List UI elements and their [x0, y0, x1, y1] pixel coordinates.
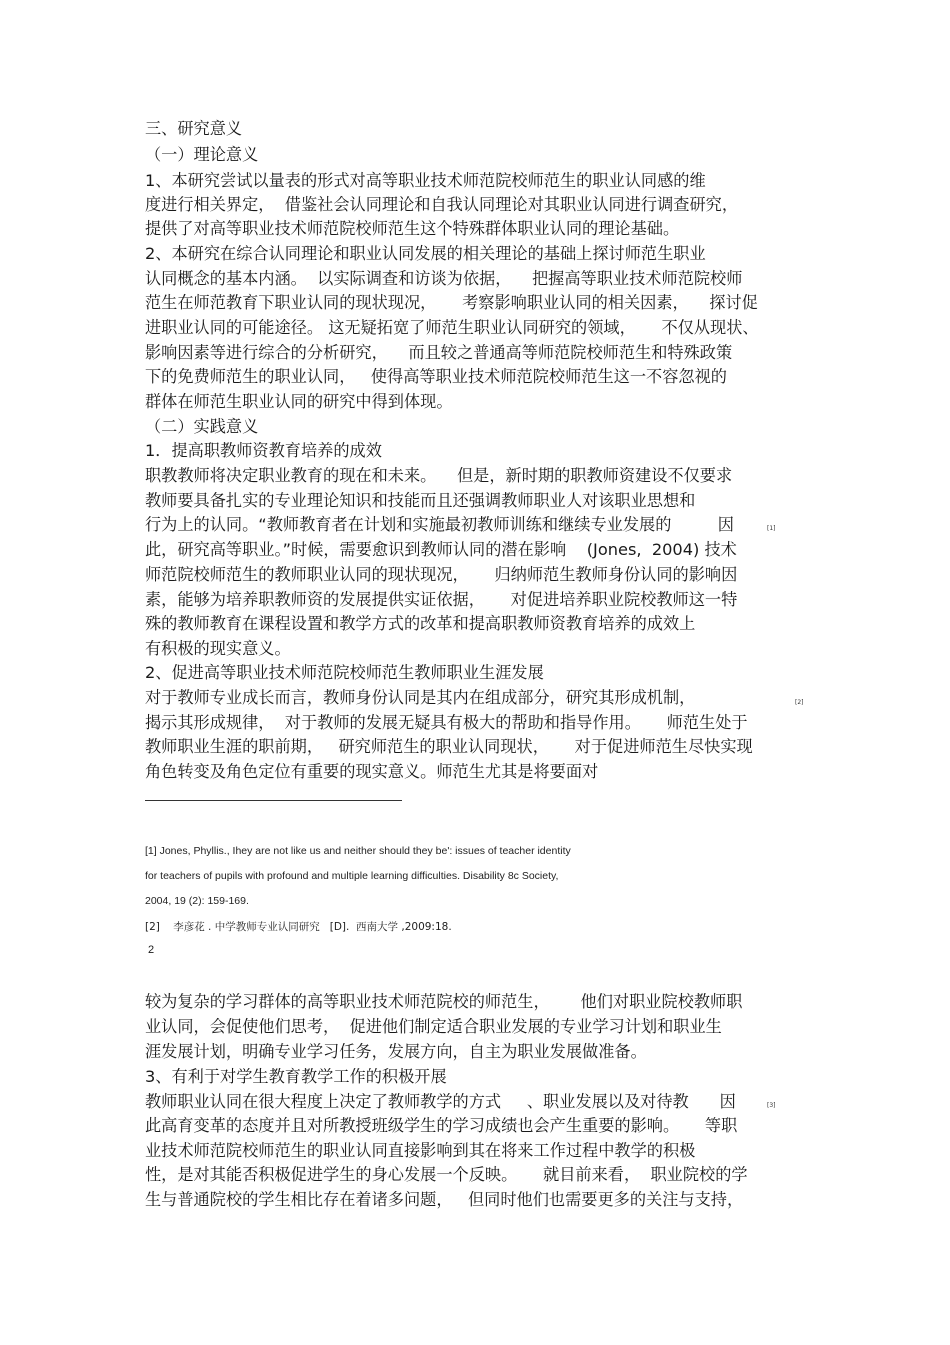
paragraph-line: 行为上的认同。“教师教育者在计划和实施最初教师训练和继续专业发展的 因	[145, 515, 734, 534]
footnote-line: 2004, 19 (2): 159-169.	[145, 895, 249, 907]
page-number: 2	[148, 944, 155, 956]
paragraph-line: 范生在师范教育下职业认同的现状现况， 考察影响职业认同的相关因素， 探讨促	[145, 293, 758, 312]
paragraph-line: 职教教师将决定职业教育的现在和未来。 但是，新时期的职教师资建设不仅要求	[145, 466, 733, 485]
citation-marker: [2]	[795, 699, 804, 706]
footnote-line: [2] 李彦花 . 中学教师专业认同研究 [D]. 西南大学 ,2009:18.	[145, 921, 452, 933]
paragraph-line: 揭示其形成规律， 对于教师的发展无疑具有极大的帮助和指导作用。 师范生处于	[145, 713, 748, 732]
item-heading: 1．提高职教师资教育培养的成效	[145, 441, 382, 460]
paragraph-line: 教师职业生涯的职前期， 研究师范生的职业认同现状， 对于促进师范生尽快实现	[145, 737, 753, 756]
paragraph-line: 涯发展计划，明确专业学习任务，发展方向，自主为职业发展做准备。	[145, 1042, 647, 1061]
footnote-divider	[145, 800, 402, 801]
paragraph-line: 业认同，会促使他们思考， 促进他们制定适合职业发展的专业学习计划和职业生	[145, 1017, 722, 1036]
paragraph-line: 1、本研究尝试以量表的形式对高等职业技术师范院校师范生的职业认同感的维	[145, 171, 706, 190]
paragraph-line: 有积极的现实意义。	[145, 639, 291, 658]
paragraph-line: 认同概念的基本内涵。 以实际调查和访谈为依据， 把握高等职业技术师范院校师	[145, 269, 743, 288]
paragraph-line: 角色转变及角色定位有重要的现实意义。师范生尤其是将要面对	[145, 762, 599, 781]
paragraph-line: 业技术师范院校师范生的职业认同直接影响到其在将来工作过程中教学的积极	[145, 1141, 696, 1160]
paragraph-line: 群体在师范生职业认同的研究中得到体现。	[145, 392, 453, 411]
paragraph-line: 师范院校师范生的教师职业认同的现状现况， 归纳师范生教师身份认同的影响因	[145, 565, 738, 584]
footnote-line: [1] Jones, Phyllis., Ihey are not like us and neither should they be': issues of teacher identity	[145, 845, 571, 857]
paragraph-line: 殊的教师教育在课程设置和教学方式的改革和提高职教师资教育培养的成效上	[145, 614, 696, 633]
paragraph-line: 素，能够为培养职教师资的发展提供实证依据， 对促进培养职业院校教师这一特	[145, 590, 738, 609]
citation-marker: [3]	[767, 1102, 776, 1109]
paragraph-line: 下的免费师范生的职业认同， 使得高等职业技术师范院校师范生这一不容忽视的	[145, 367, 727, 386]
paragraph-line: 教师职业认同在很大程度上决定了教师教学的方式 、职业发展以及对待教 因	[145, 1092, 736, 1111]
paragraph-line: 性，是对其能否积极促进学生的身心发展一个反映。 就目前来看， 职业院校的学	[145, 1165, 748, 1184]
section-heading: 三、研究意义	[145, 119, 243, 138]
item-heading: 2、促进高等职业技术师范院校师范生教师职业生涯发展	[145, 663, 544, 682]
paragraph-line: 2、本研究在综合认同理论和职业认同发展的相关理论的基础上探讨师范生职业	[145, 244, 706, 263]
item-heading: 3、有利于对学生教育教学工作的积极开展	[145, 1067, 447, 1086]
paragraph-line: 此，研究高等职业。”时候，需要愈识到教师认同的潜在影响 (Jones, 2004) 技术	[145, 540, 737, 559]
paragraph-line: 提供了对高等职业技术师范院校师范生这个特殊群体职业认同的理论基础。	[145, 219, 680, 238]
paragraph-line: 教师要具备扎实的专业理论知识和技能而且还强调教师职业人对该职业思想和	[145, 491, 696, 510]
paragraph-line: 生与普通院校的学生相比存在着诸多问题， 但同时他们也需要更多的关注与支持，	[145, 1190, 744, 1209]
subsection-heading: （一）理论意义	[145, 145, 259, 164]
paragraph-line: 影响因素等进行综合的分析研究， 而且较之普通高等师范院校师范生和特殊政策	[145, 343, 733, 362]
paragraph-line: 对于教师专业成长而言，教师身份认同是其内在组成部分，研究其形成机制，	[145, 688, 696, 707]
footnote-line: for teachers of pupils with profound and multiple learning difficulties. Disability 8c Society,	[145, 870, 559, 882]
paragraph-line: 进职业认同的可能途径。 这无疑拓宽了师范生职业认同研究的领域， 不仅从现状、	[145, 318, 759, 337]
paragraph-line: 度进行相关界定， 借鉴社会认同理论和自我认同理论对其职业认同进行调查研究，	[145, 195, 739, 214]
paragraph-line: 此高育变革的态度并且对所教授班级学生的学习成绩也会产生重要的影响。 等职	[145, 1116, 738, 1135]
subsection-heading: （二）实践意义	[145, 417, 259, 436]
citation-marker: [1]	[767, 525, 776, 532]
paragraph-line: 较为复杂的学习群体的高等职业技术师范院校的师范生， 他们对职业院校教师职	[145, 992, 743, 1011]
